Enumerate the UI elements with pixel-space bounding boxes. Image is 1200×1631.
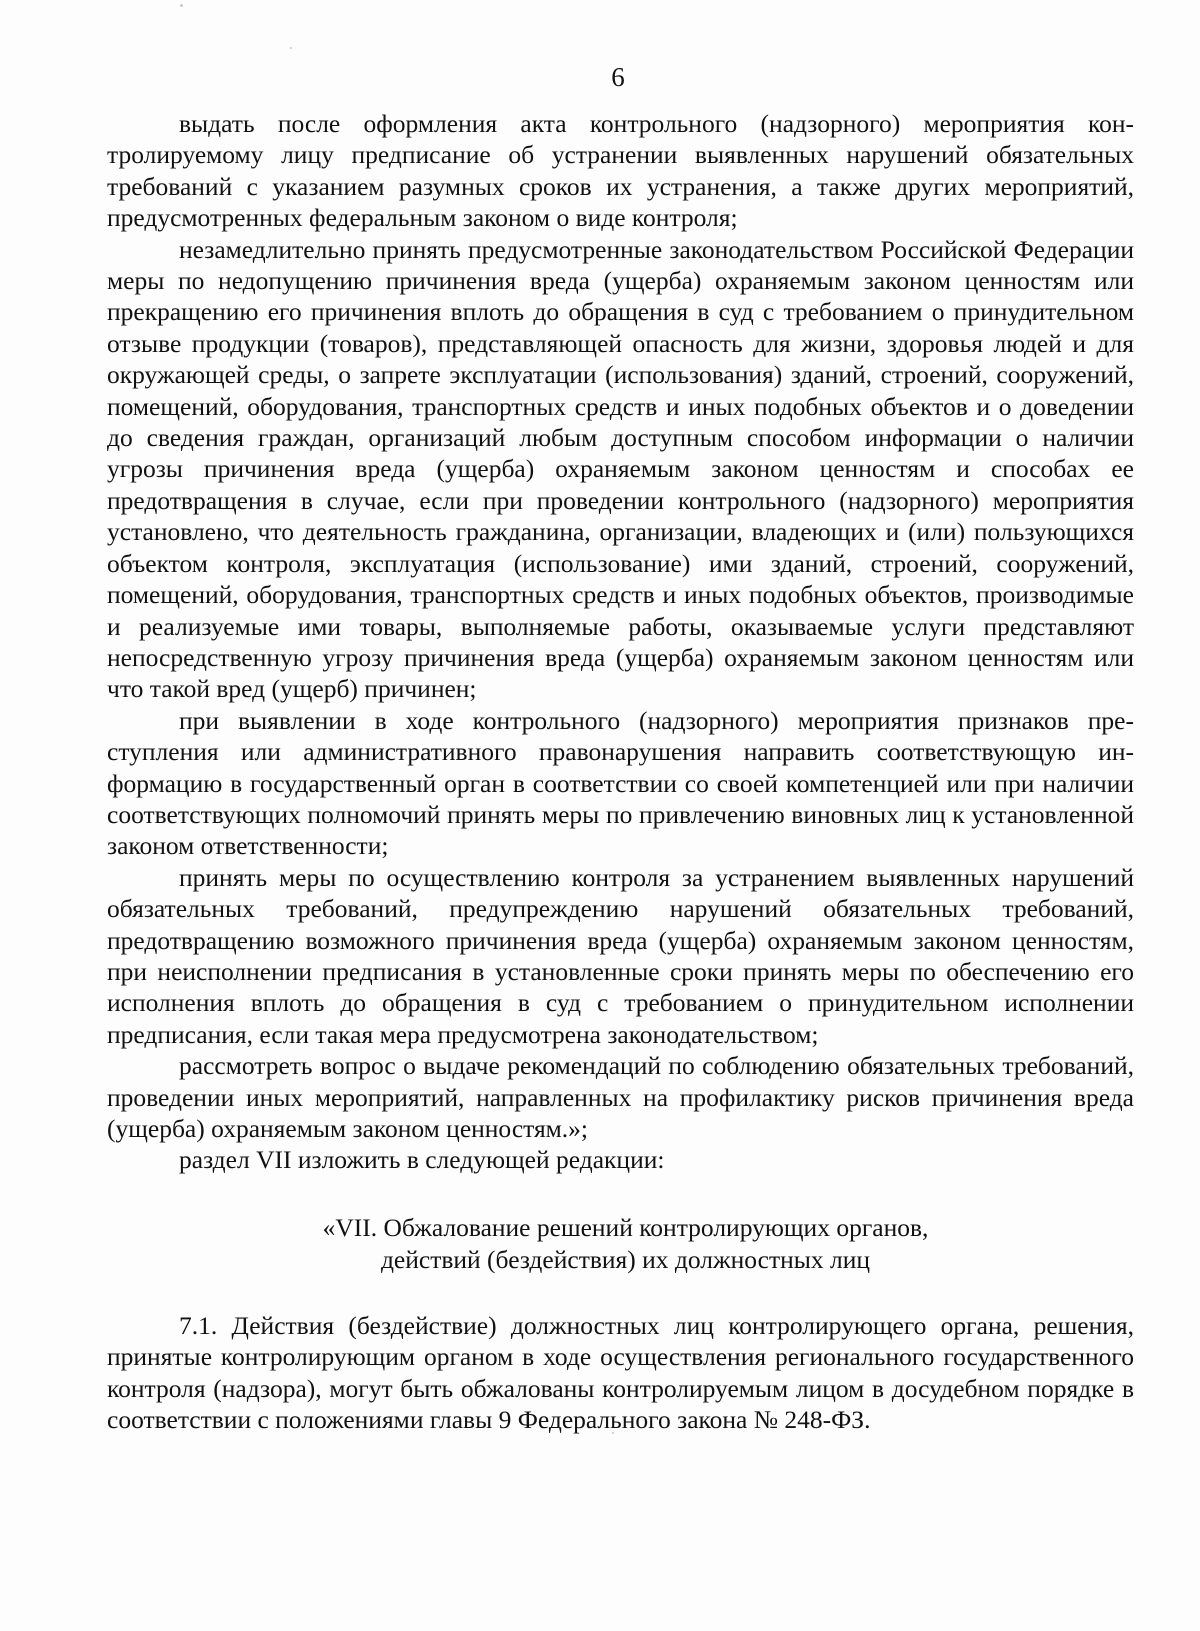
paragraph: незамедлительно принять предусмотренные законодательством Российской Федерации меры по недопущению причинения вреда (ущерба) охраняемым законом ценностям или прекращению его причинения вплоть до обращения в суд с требованием о принудительном отзыве продукции (товаров), представляющей опасность для жизни, здоровья людей и для окружающей среды, о запрете эксплуатации (использования) зданий, строений, сооружений, помещений, оборудования, транспортных средств и иных подобных объектов и о доведении до сведения граждан, организаций любым доступным способом информации о наличии угрозы причинения вреда (ущерба) охраняемым законом ценностям и способах ее предотвращения в случае, если при проведении контрольного (надзорного) мероприятия установлено, что деятельность гражданина, организации, владеющих и (или) пользующихся объектом контроля, эксплуатация (использование) ими зданий, строений, сооружений, помещений, оборудования, транспортных средств и иных подобных объектов, производимые и реализуемые ими товары, выполняемые работы, оказываемые услуги представляют непосредственную угрозу причинения вреда (ущерба) охраняемым законом ценностям или что такой вред (ущерб) причинен; <box>107 234 1134 704</box>
paragraph: рассмотреть вопрос о выдаче рекомендаций по соблюдению обязательных требований, проведении иных мероприятий, направленных на профилактику рисков причинения вреда (ущерба) охраняемым законом ценностям.»; <box>107 1051 1134 1143</box>
scan-speck <box>290 47 292 49</box>
section-heading <box>107 1212 1134 1276</box>
section-heading-line: действий (бездействия) их должностных лиц <box>380 1244 871 1274</box>
section-heading-line: «VII. Обжалование решений контролирующих органов, <box>322 1212 929 1242</box>
document-body <box>107 108 1134 1435</box>
scan-speck <box>180 4 183 7</box>
page-number: 6 <box>611 62 625 92</box>
paragraph: раздел VII изложить в следующей редакции: <box>179 1145 665 1175</box>
paragraph: при выявлении в ходе контрольного (надзорного) мероприятия признаков преступления или административного правонарушения направить соответствующую информацию в государственный орган в соответствии со своей компетенцией или при наличии соответствующих полномочий принять меры по привлечению виновных лиц к установленной законом ответственности; <box>107 705 1134 861</box>
paragraph: принять меры по осуществлению контроля за устранением выявленных нарушений обязательных требований, предупреждению нарушений обязательных требований, предотвращению возможного причинения вреда (ущерба) охраняемым законом ценностям, при неисполнении предписания в установленные сроки принять меры по обеспечению его исполнения вплоть до обращения в суд с требованием о принудительном исполнении предписания, если такая мера предусмотрена законодательством; <box>107 862 1134 1049</box>
paragraph: выдать после оформления акта контрольного (надзорного) мероприятия контролируемому лицу предписание об устранении выявленных нарушений обязательных требований с указанием разумных сроков их устранения, а также других мероприятий, предусмотренных федеральным законом о виде контроля; <box>107 109 1134 233</box>
paragraph: 7.1. Действия (бездействие) должностных лиц контролирующего органа, решения, принятые контролирующим органом в ходе осуществления регионального государственного контроля (надзора), могут быть обжалованы контролируемым лицом в досудебном порядке в соответствии с положениями главы 9 Федерального закона № 248-ФЗ. <box>107 1310 1134 1435</box>
